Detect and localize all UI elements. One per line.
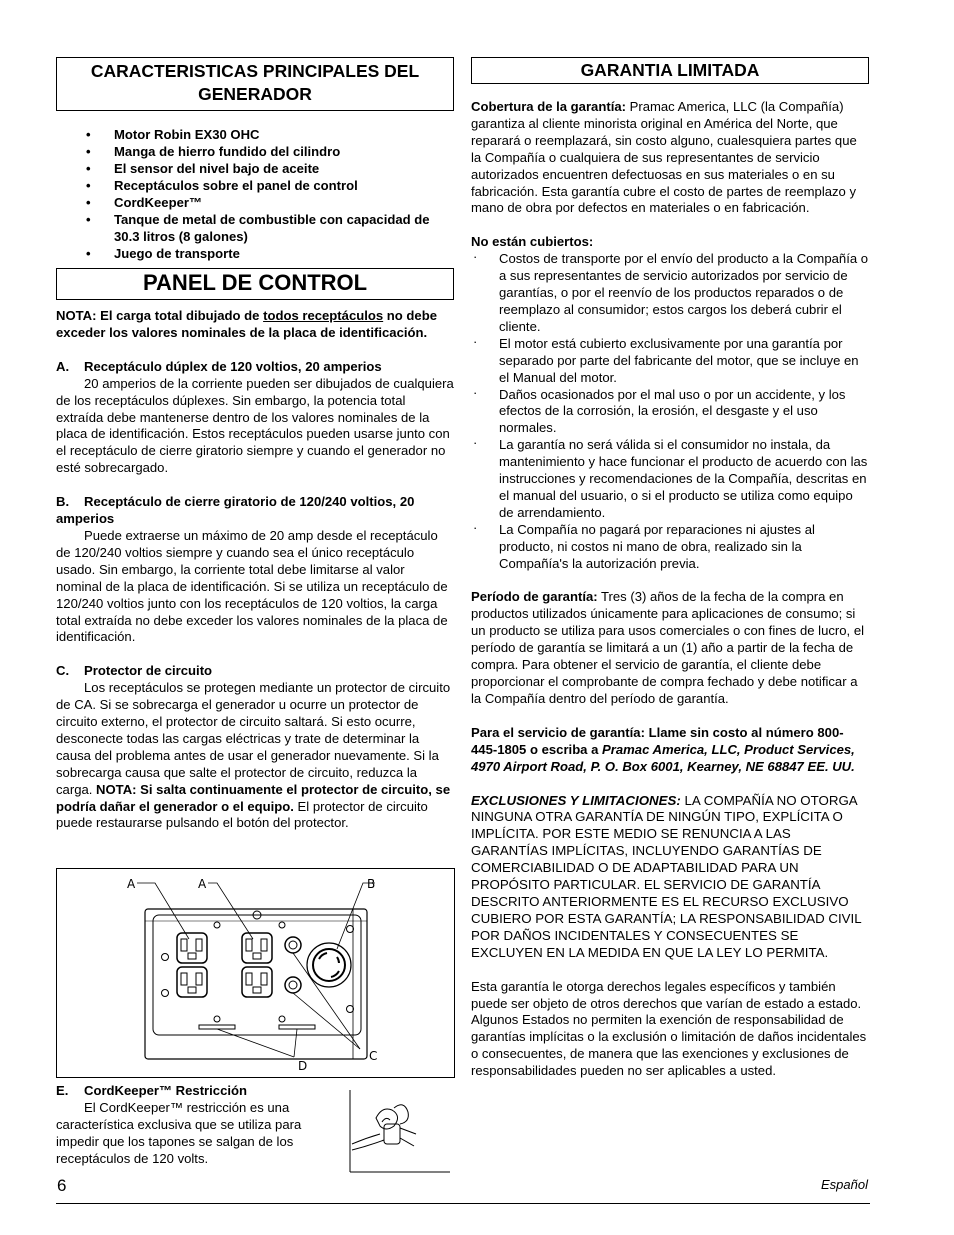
circuit-breaker-icon [285,937,301,953]
rights-paragraph: Esta garantía le otorga derechos legales específicos y también puede ser objeto de otros derechos que varían de estado a estado. Algunos Estados no permiten la exención de responsabilidad de garantías implícitas o la exclusión o limitación de daños incidentales o consecuentes, de manera que las exenciones y exclusiones de responsabilidades pueden no ser aplicables a usted. [471,978,867,1079]
control-panel-figure [56,868,455,1078]
cordkeeper-figure [346,1088,451,1174]
label-c: C [369,1049,378,1063]
section-c-title: C. Protector de circuito [56,663,213,679]
duplex-receptacle-icon [177,933,207,963]
language-label: Español [821,1177,868,1192]
label-a: A [198,877,207,891]
section-a-body: 20 amperios de la corriente pueden ser dibujados de cualquiera de los receptáculos dúplexes. Sin embargo, la potencia total extraída debe mantenerse dentro de los valores nominales de la placa de identificación. Estos receptáculos pueden usarse junto con el receptáculo de cierre giratorio siempre y cuando el generador no esté sobrecargado. [56,375,454,476]
list-item: • Motor Robin EX30 OHC [56,126,454,143]
section-e-body: El CordKeeper™ restricción es una característica exclusiva que se utiliza para impedir que los tapones se salgan de los receptáculos de 120 volts. [56,1099,302,1166]
left-column [56,57,454,832]
list-item: · El motor está cubierto exclusivamente por una garantía por separado por parte del fabricante del motor, que se incluye en el Manual del motor. [471,336,869,387]
exclusions-paragraph: EXCLUSIONES Y LIMITACIONES: LA COMPAÑÍA NO OTORGA NINGUNA OTRA GARANTÍA DE NINGÚN TIPO, EXPLÍCITA O IMPLÍCITA. POR ESTE MEDIO SE RENUNCIA A LAS GARANTÍAS IMPLÍCITAS, INCLUYENDO GARANTÍAS DE COMERCIABILIDAD O DE ADAPTABILIDAD PARA UN PROPÓSITO PARTICULAR. EL SERVICIO DE GARANTÍA DESCRITO ANTERIORMENTE ES EL RECURSO EXCLUSIVO CUBIERO POR ESTA GARANTÍA; LA RESPONSABILIDAD CIVIL POR DAÑOS INCIDENTALES Y CONSECUENTES SE EXCLUYEN EN LA MEDIDA EN QUE LA LEY LO PERMITA. [471,792,862,960]
section-b-body: Puede extraerse un máximo de 20 amp desde el receptáculo de 120/240 voltios siempre y cuando sea el único receptáculo usado. Sin embargo, la corriente total debe limitarse al valor nominal de la placa de identificación. Si se utiliza un receptáculo de 120/240 voltios junto con los receptáculos de 120 voltios, la carga total extraída no debe exceder los valores nominales de la placa de identificación. [56,527,448,645]
warranty-title: GARANTIA LIMITADA [471,57,869,84]
list-item: • El sensor del nivel bajo de aceite [56,160,454,177]
panel-title: PANEL DE CONTROL [56,268,454,300]
section-c-body: Los receptáculos se protegen mediante un protector de circuito de CA. Si se sobrecarga el generador u ocurre un protector de circuito externo, el protector de circuito saltará. Si esto ocurre, desconecte todas las cargas eléctricas y trate de determinar la causa del problema antes de usar el generador nuevamente. Si la sobrecarga causa que salte el protector de circuito, reduzca la carga. NOTA: Si salta continuamente el protector de circuito, se podría dañar el generador o el equipo. El protector de circuito puede restaurarse pulsando el botón del protector. [56,680,451,831]
label-d: D [298,1059,308,1073]
features-title: CARACTERISTICAS PRINCIPALES DEL GENERADOR [56,57,454,111]
cord-keeper-slot [199,1025,235,1029]
cordkeeper-illustration [346,1088,451,1174]
section-e [56,1083,321,1168]
section-b-title: B. Receptáculo de cierre giratorio de 120/240 voltios, 20 amperios [56,494,415,527]
duplex-receptacle-icon [177,967,207,997]
list-item: • Receptáculos sobre el panel de control [56,177,454,194]
duplex-receptacle-icon [242,967,272,997]
list-item: · Daños ocasionados por el mal uso o por un accidente, y los efectos de la corrosión, la erosión, el desgaste y el uso normales. [471,387,869,438]
coverage-paragraph: Cobertura de la garantía: Pramac America, LLC (la Compañía) garantiza al cliente minorista original en América del Norte, que reparará o reemplazará, sin costo alguno, cualesquiera partes que la Compañía o cualquiera de sus representantes de servicio autorizados encuentren defectuosas en sus materiales o en su fabricación. Esta garantía cubre el costo de partes de reemplazo y mano de obra por defectos en materiales o en fabricación. [471,99,857,216]
list-item: · La Compañía no pagará por reparaciones ni ajustes al producto, ni costos ni mano de obra, realizado sin la Compañía's la autorización previa. [471,522,869,573]
list-item: • Juego de transporte [56,245,454,262]
footer-divider [56,1203,870,1204]
list-item: • Tanque de metal de combustible con capacidad de 30.3 litros (8 galones) [56,211,454,245]
period-paragraph: Período de garantía: Tres (3) años de la fecha de la compra en productos utilizados únicamente para aplicaciones de consumo; si un producto se utiliza para usos comerciales o con fines de lucro, el período de garantía se limitará a un (1) año a partir de la fecha de compra. Para obtener el servicio de garantía, el cliente debe proporcionar el comprobante de compra fechado y debe notificar a la Compañía dentro del período de garantía. [471,589,865,706]
features-list [56,126,454,262]
panel-note: NOTA: El carga total dibujado de todos receptáculos no debe exceder los valores nominales de la placa de identificación. [56,308,437,340]
list-item: • Manga de hierro fundido del cilindro [56,143,454,160]
section-e-title: E. CordKeeper™ Restricción [56,1083,247,1098]
list-item: · Costos de transporte por el envío del producto a la Compañía o a sus representantes de servicio autorizados por servicio de garantías, o por el reenvío de los productos reparados o de reemplazo al consumidor; estos cargos los deberá cubrir el cliente. [471,251,869,336]
not-covered-list [471,251,869,572]
not-covered-label: No están cubiertos: [471,234,594,250]
label-a: A [127,877,136,891]
list-item: • CordKeeper™ [56,194,454,211]
circuit-breaker-icon [285,977,301,993]
twist-lock-receptacle-icon [307,943,351,987]
cord-keeper-slot [279,1025,315,1029]
section-a-title: A. Receptáculo dúplex de 120 voltios, 20 amperios [56,358,382,374]
list-item: · La garantía no será válida si el consumidor no instala, da mantenimiento y hace funcionar el producto de acuerdo con las instrucciones y recomendaciones de la Compañía, descritas en el manual del usuario, o si el producto se utiliza como equipo de arrendamiento. [471,437,869,522]
page-number: 6 [57,1176,67,1195]
control-panel-illustration [57,869,454,1077]
duplex-receptacle-icon [242,933,272,963]
label-b: B [367,877,376,891]
service-paragraph: Para el servicio de garantía: Llame sin costo al número 800-445-1805 o escriba a Pramac America, LLC, Product Services, 4970 Airport Road, P. O. Box 6001, Kearney, NE 68847 EE. UU. [471,724,855,774]
right-column [471,57,869,1080]
